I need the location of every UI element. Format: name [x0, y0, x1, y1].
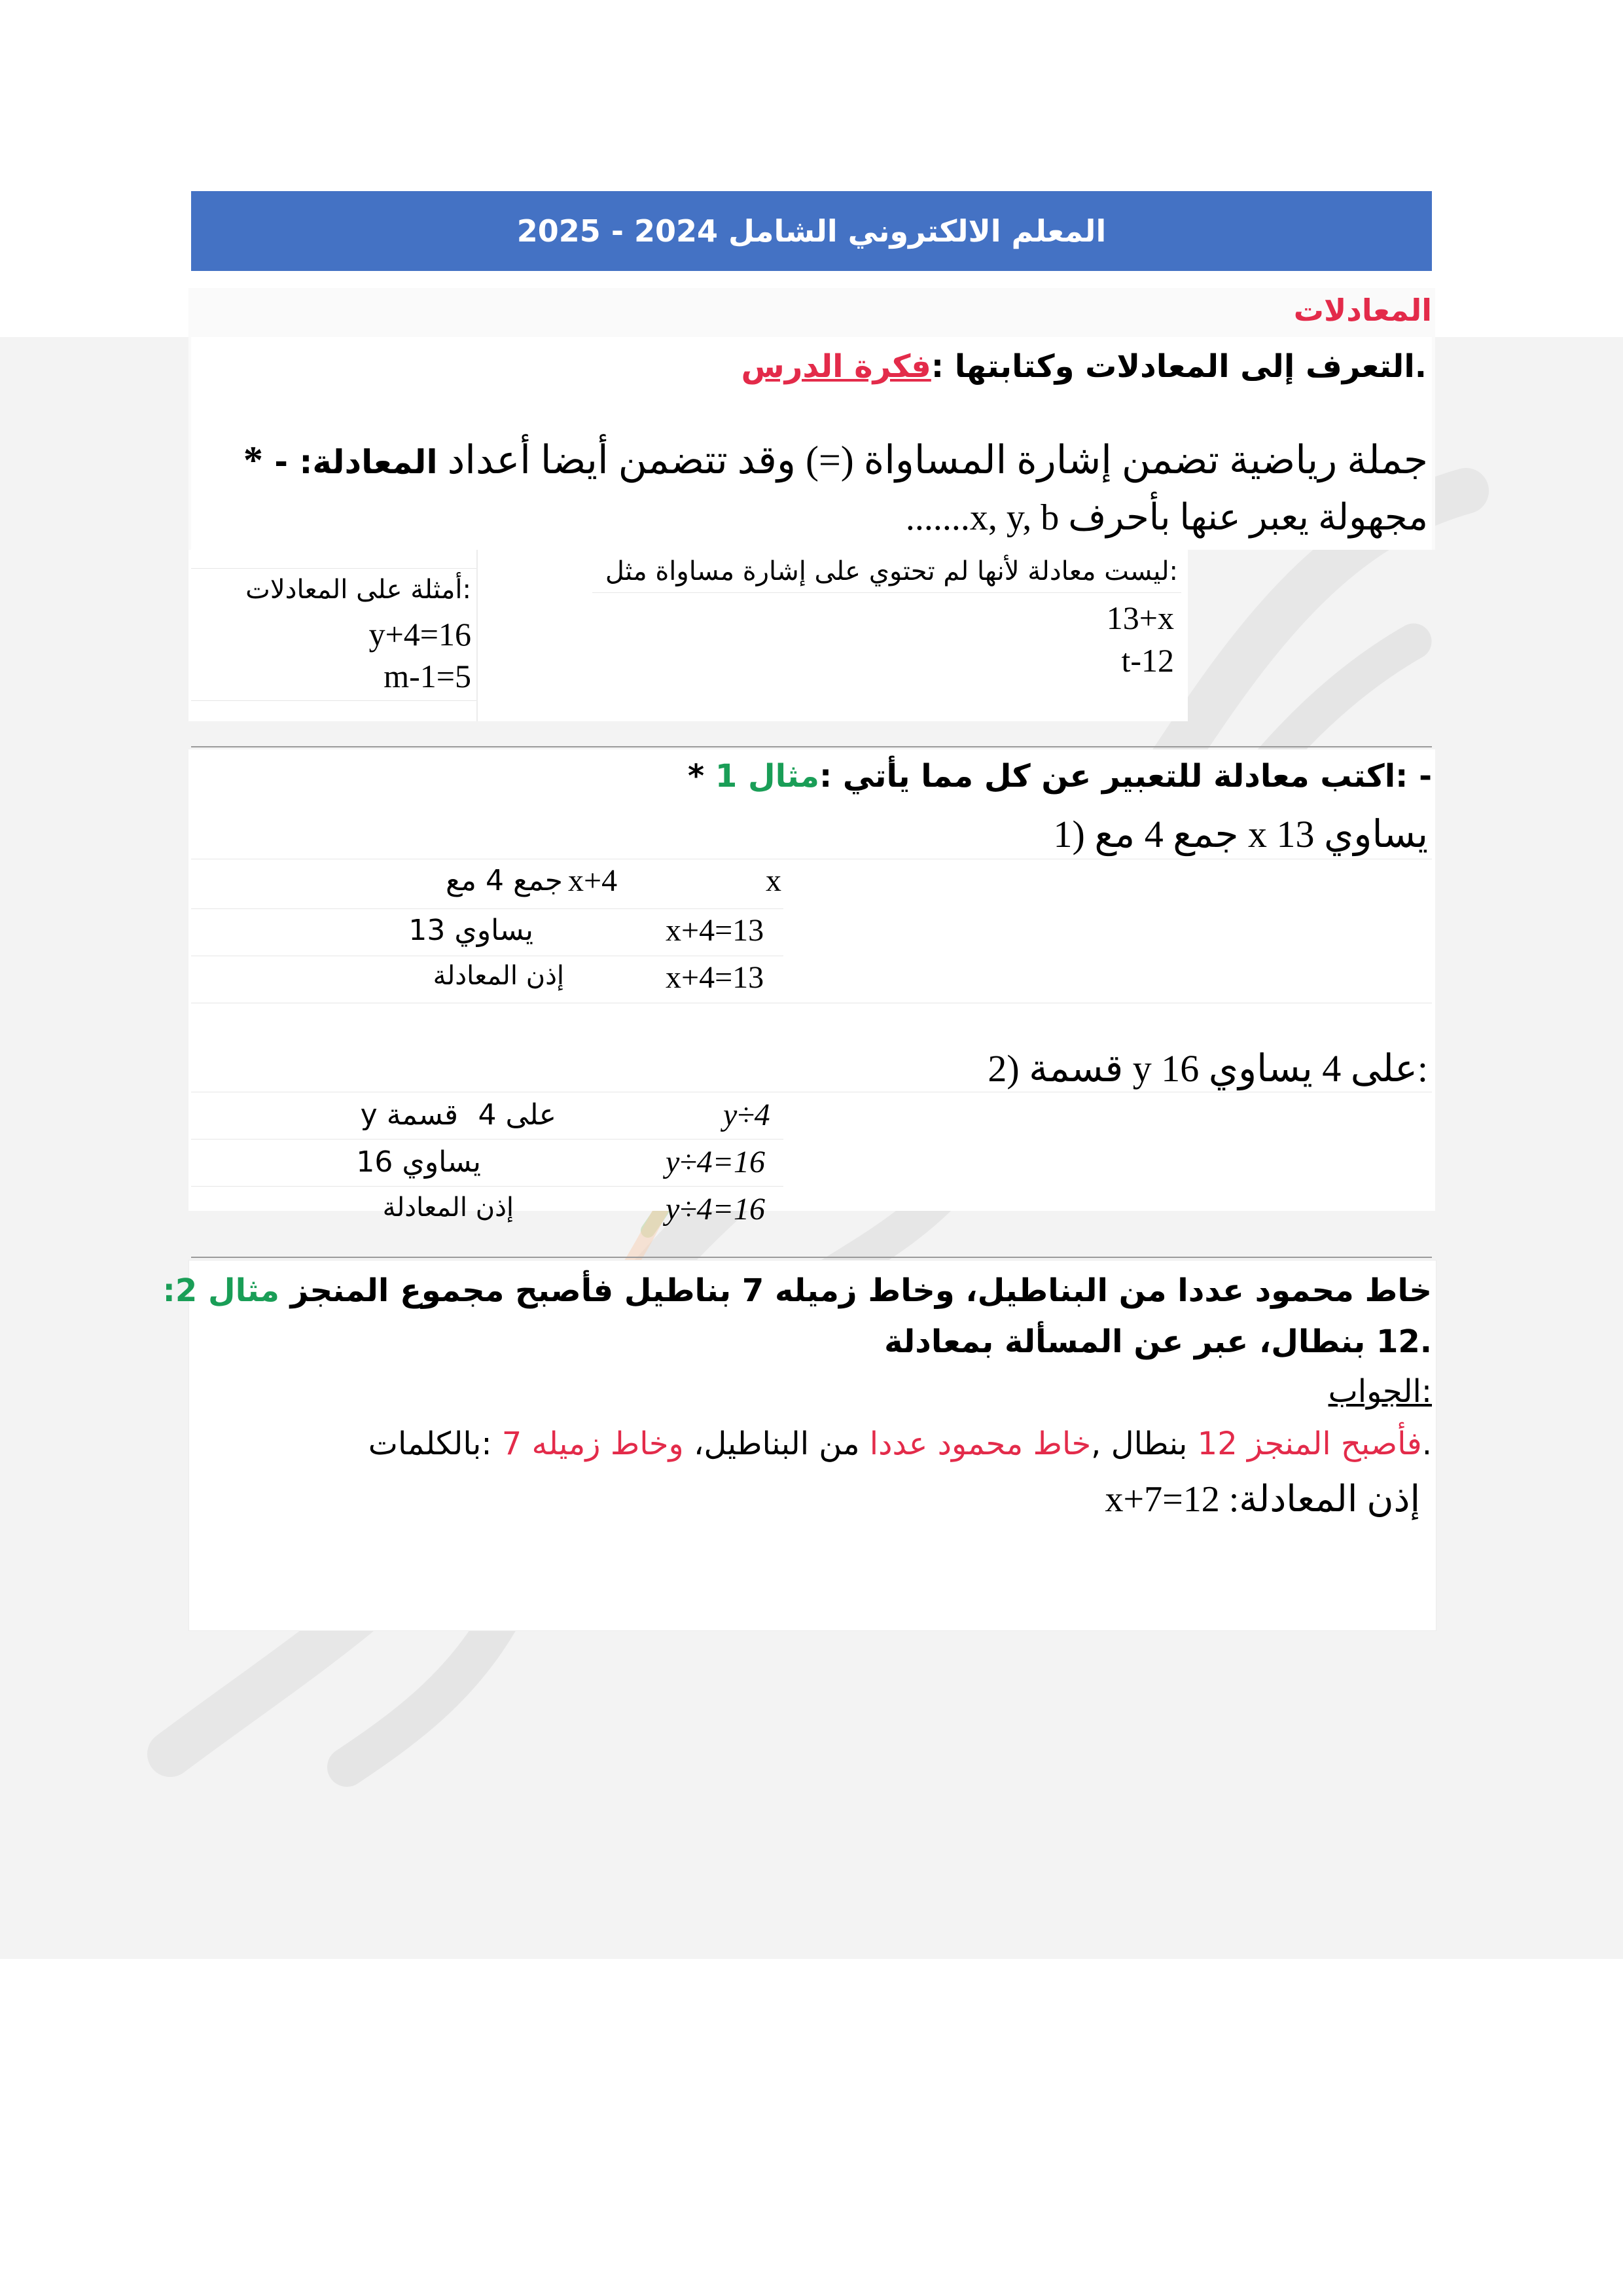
example1-part1: يساوي 13 x جمع 4 مع (1 — [1053, 813, 1428, 855]
definition-star: * — [243, 439, 263, 482]
words-part-b: بنطال , — [1091, 1426, 1198, 1462]
non-example-1: 13+x — [1106, 600, 1174, 636]
table1-row2-desc: يساوي 13 — [408, 914, 533, 947]
words-part-c: خاط محمود عددا — [869, 1426, 1092, 1462]
table1-row1-expr: x+4 — [568, 863, 618, 898]
table2-row1-desc2: y قسمة — [360, 1098, 458, 1132]
table2-row2-expr: y÷4=16 — [666, 1145, 766, 1179]
example-equation-2: m-1=5 — [383, 658, 471, 694]
non-examples-heading: :ليست معادلة لأنها لم تحتوي على إشارة مساواة مثل — [605, 556, 1178, 586]
words-part-e: وخاط زميله 7 — [501, 1426, 684, 1462]
table1-row1-var: x — [766, 863, 781, 898]
table1-row2-expr: x+4=13 — [666, 913, 764, 948]
example1-part2: :على 4 يساوي 16 y قسمة (2 — [988, 1047, 1428, 1090]
example2-problem-line1: خاط محمود عددا من البناطيل، وخاط زميله 7 بناطيل فأصبح مجموع المنجز — [290, 1272, 1432, 1309]
words-prefix: . — [1421, 1426, 1432, 1462]
definition-line2: مجهولة يعبر عنها بأحرف x, y, b....... — [905, 497, 1428, 538]
example1-label: مثال 1 — [715, 758, 819, 795]
table2-row2-desc: يساوي 16 — [356, 1145, 481, 1179]
answer-label: :الجواب — [1328, 1373, 1432, 1410]
section-divider-1 — [191, 746, 1432, 747]
example-equation-1: y+4=16 — [368, 616, 471, 653]
section-divider-2 — [191, 1257, 1432, 1258]
example2-problem-line2: .12 بنطال، عبر عن المسألة بمعادلة — [884, 1323, 1432, 1360]
page-header-title: المعلم الالكتروني الشامل 2024 - 2025 — [191, 191, 1432, 271]
answer-equation: x+7=12 :إذن المعادلة — [1105, 1479, 1420, 1520]
lesson-idea-label: فكرة الدرس — [741, 348, 931, 385]
answer-words — [368, 1426, 1432, 1462]
example2-label: مثال 2: — [162, 1272, 279, 1309]
definition-label: المعادلة: - — [262, 443, 438, 481]
table2-row3-desc: إذن المعادلة — [382, 1193, 514, 1223]
definition-line1 — [243, 437, 1428, 483]
example2-line1 — [163, 1272, 1432, 1309]
definition-text: جملة رياضية تضمن إشارة المساواة (=) وقد تتضمن أيضا أعداد — [447, 439, 1428, 482]
words-part-d: من البناطيل، — [683, 1426, 870, 1462]
lesson-idea-text: .التعرف إلى المعادلات وكتابتها : — [931, 348, 1427, 385]
example1-prompt — [688, 758, 1432, 795]
table1-row3-expr: x+4=13 — [666, 960, 764, 995]
table2-row3-expr: y÷4=16 — [666, 1192, 766, 1227]
table2-row1-expr: y÷4 — [723, 1098, 770, 1132]
non-example-2: t-12 — [1121, 642, 1174, 679]
examples-heading: :أمثلة على المعادلات — [245, 575, 471, 605]
lesson-title: المعادلات — [1293, 293, 1432, 328]
lesson-idea — [741, 348, 1427, 385]
table1-row1-desc: جمع 4 مع — [445, 864, 563, 897]
words-part-a: فأصبح المنجز 12 — [1197, 1426, 1422, 1462]
words-suffix: :بالكلمات — [368, 1426, 502, 1462]
example1-star: * — [688, 758, 705, 795]
table1-row3-desc: إذن المعادلة — [433, 961, 564, 991]
table2-row1-desc: على 4 — [478, 1098, 556, 1132]
example1-prompt-text: - :اكتب معادلة للتعبير عن كل مما يأتي : — [819, 758, 1432, 795]
